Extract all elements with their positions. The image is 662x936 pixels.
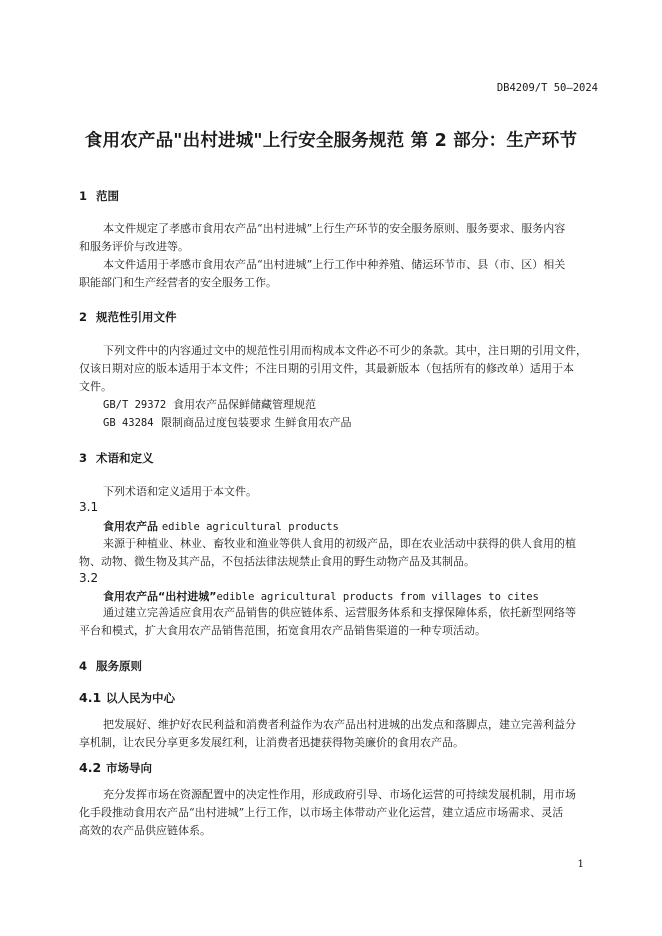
subsection-title: 市场导向 (106, 761, 152, 775)
paragraph-line: 享机制，让农民分享更多发展红利，让消费者迅捷获得物美廉价的食用农产品。 (79, 736, 464, 749)
section-1-heading (79, 188, 119, 204)
term-name-cn: 食用农产品 (103, 520, 158, 533)
reference-item (103, 414, 352, 432)
section-number: 3 (79, 451, 88, 465)
paragraph-line: 仅该日期对应的版本适用于本文件；不注日期的引用文件，其最新版本（包括所有的修改单）适用于本 (79, 362, 574, 375)
term-name-en: edible agricultural products (161, 521, 339, 533)
paragraph-line: 通过建立完善适应食用农产品销售的供应链体系、运营服务体系和支撑保障体系，依托新型网络等 (103, 606, 576, 619)
section-number: 1 (79, 189, 88, 203)
section-3-heading (79, 450, 154, 466)
paragraph-line: 下列术语和定义适用于本文件。 (103, 485, 257, 498)
paragraph-line: 物、动物、微生物及其产品，不包括法律法规禁止食用的野生动物产品及其制品。 (79, 555, 475, 568)
section-title: 术语和定义 (96, 451, 154, 465)
paragraph-line: 充分发挥市场在资源配置中的决定性作用，形成政府引导、市场化运营的可持续发展机制，用市场 (103, 788, 576, 801)
reference-code: GB 43284 (103, 417, 154, 429)
reference-name: 限制商品过度包装要求 生鲜食用农产品 (161, 416, 352, 429)
paragraph-line: 本文件适用于孝感市食用农产品“出村进城”上行工作中种养殖、储运环节市、县（市、区）相关 (103, 258, 566, 271)
section-number: 4 (79, 659, 88, 673)
paragraph-line: 本文件规定了孝感市食用农产品“出村进城”上行生产环节的安全服务原则、服务要求、服务内容 (103, 222, 566, 235)
paragraph-line: 来源于种植业、林业、畜牧业和渔业等供人食用的初级产品，即在农业活动中获得的供人食用的植 (103, 537, 576, 550)
paragraph-line: 平台和模式，扩大食用农产品销售范围，拓宽食用农产品销售渠道的一种专项活动。 (79, 624, 486, 637)
term-name (103, 518, 339, 534)
subsection-number: 4.2 (79, 760, 102, 775)
reference-item (103, 396, 316, 414)
paragraph-line: 高效的农产品供应链体系。 (79, 824, 211, 837)
subsection-number: 4.1 (79, 690, 102, 705)
term-number: 3.1 (79, 500, 99, 514)
paragraph-line: 文件。 (79, 380, 112, 393)
paragraph-line: 职能部门和生产经营者的安全服务工作。 (79, 276, 277, 289)
paragraph-line: 把发展好、维护好农民利益和消费者利益作为农产品出村进城的出发点和落脚点，建立完善利益分 (103, 718, 576, 731)
term-name-en: edible agricultural products from villages to cites (216, 591, 539, 603)
reference-name: 食用农产品保鲜储藏管理规范 (173, 398, 316, 411)
section-title: 规范性引用文件 (96, 310, 177, 324)
subsection-title: 以人民为中心 (106, 691, 175, 705)
section-number: 2 (79, 310, 88, 324)
section-title: 服务原则 (96, 659, 142, 673)
paragraph-line: 下列文件中的内容通过文中的规范性引用而构成本文件必不可少的条款。其中，注日期的引用文件， (103, 344, 587, 357)
reference-code: GB/T 29372 (103, 399, 167, 411)
document-title: 食用农产品"出村进城"上行安全服务规范 第 2 部分：生产环节 (84, 131, 578, 151)
term-number: 3.2 (79, 571, 99, 585)
section-4-heading (79, 658, 142, 674)
subsection-4-2-heading (79, 760, 152, 776)
subsection-4-1-heading (79, 690, 175, 706)
section-title: 范围 (96, 189, 119, 203)
term-name (103, 588, 539, 604)
page-number: 1 (577, 858, 584, 870)
standard-code: DB4209/T 50—2024 (496, 82, 598, 94)
paragraph-line: 和服务评价与改进等。 (79, 240, 189, 253)
paragraph-line: 化手段推动食用农产品“出村进城”上行工作，以市场主体带动产业化运营，建立适应市场需求、灵活 (79, 806, 564, 819)
section-2-heading (79, 309, 177, 325)
term-name-cn: 食用农产品“出村进城” (103, 590, 217, 603)
